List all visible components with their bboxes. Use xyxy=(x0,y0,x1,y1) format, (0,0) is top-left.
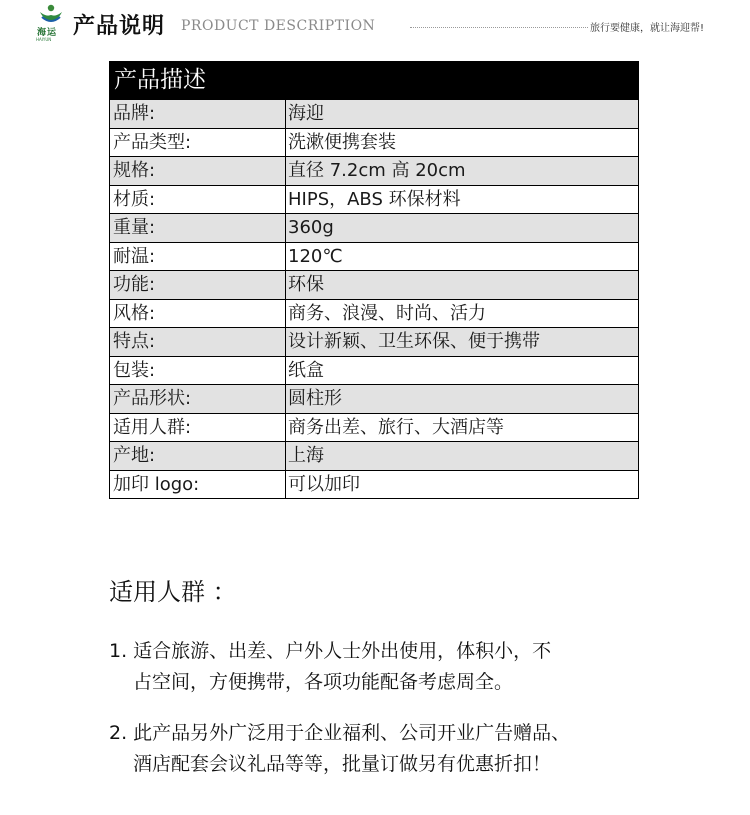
spec-row xyxy=(110,327,638,356)
slogan: 旅行要健康，就让海迎帮! xyxy=(590,23,705,34)
spec-row xyxy=(110,213,638,242)
spec-row xyxy=(110,441,638,470)
audience-paragraph-1-line-2: 占空间，方便携带，各项功能配备考虑周全。 xyxy=(133,671,514,693)
dotted-divider xyxy=(410,27,588,28)
spec-key: 品牌: xyxy=(110,100,286,128)
spec-row xyxy=(110,299,638,328)
spec-value: 海迎 xyxy=(288,103,324,124)
spec-row xyxy=(110,384,638,413)
spec-key: 产品类型: xyxy=(110,129,286,157)
spec-key: 材质: xyxy=(110,186,286,214)
spec-key: 包装: xyxy=(110,357,286,385)
spec-table xyxy=(109,61,639,499)
spec-key: 耐温: xyxy=(110,243,286,271)
spec-row xyxy=(110,413,638,442)
spec-value: 圆柱形 xyxy=(288,388,342,409)
spec-key: 产品形状: xyxy=(110,385,286,413)
spec-value: 洗漱便携套装 xyxy=(288,131,396,153)
spec-row xyxy=(110,470,638,499)
logo-subtext: HAIYUN xyxy=(36,37,52,42)
section-title: 适用人群 ： xyxy=(109,578,237,606)
audience-paragraph-2 xyxy=(109,718,669,780)
spec-value: 纸盒 xyxy=(288,359,324,381)
spec-key: 风格: xyxy=(110,300,286,328)
audience-paragraph-2-line-2: 酒店配套会议礼品等等，批量订做另有优惠折扣！ xyxy=(133,753,552,775)
spec-key: 功能: xyxy=(110,271,286,299)
page-title: 产品说明 xyxy=(73,14,166,39)
spec-row xyxy=(110,99,638,128)
spec-key: 加印 logo: xyxy=(110,471,286,499)
spec-table-heading: 产品描述 xyxy=(110,62,638,99)
spec-key: 适用人群: xyxy=(110,414,286,442)
spec-value: 商务出差、旅行、大酒店等 xyxy=(288,416,504,438)
spec-value: 商务、浪漫、时尚、活力 xyxy=(288,302,486,324)
spec-row xyxy=(110,185,638,214)
spec-key: 重量: xyxy=(110,214,286,242)
spec-row xyxy=(110,156,638,185)
logo-text: 海运 xyxy=(37,28,58,38)
spec-value: HIPS，ABS 环保材料 xyxy=(288,188,461,210)
audience-paragraph-1 xyxy=(109,636,669,698)
page-title-english: PRODUCT DESCRIPTION xyxy=(181,18,376,34)
spec-value: 可以加印 xyxy=(288,473,360,495)
spec-value: 设计新颖、卫生环保、便于携带 xyxy=(288,331,540,352)
spec-key: 特点: xyxy=(110,328,286,356)
audience-paragraph-2-line-1: 2. 此产品另外广泛用于企业福利、公司开业广告赠品、 xyxy=(109,722,571,744)
spec-value: 环保 xyxy=(288,274,324,295)
spec-value: 直径 7.2cm 高 20cm xyxy=(288,160,466,181)
spec-key: 规格: xyxy=(110,157,286,185)
audience-paragraph-1-line-1: 1. 适合旅游、出差、户外人士外出使用，体积小，不 xyxy=(109,640,552,662)
spec-key: 产地: xyxy=(110,442,286,470)
spec-table-body xyxy=(110,99,638,498)
spec-value: 上海 xyxy=(288,445,324,466)
spec-row xyxy=(110,242,638,271)
spec-row xyxy=(110,270,638,299)
page-header xyxy=(0,0,750,50)
spec-row xyxy=(110,356,638,385)
spec-value: 360g xyxy=(288,217,334,238)
spec-value: 120℃ xyxy=(288,245,343,267)
spec-row xyxy=(110,128,638,157)
